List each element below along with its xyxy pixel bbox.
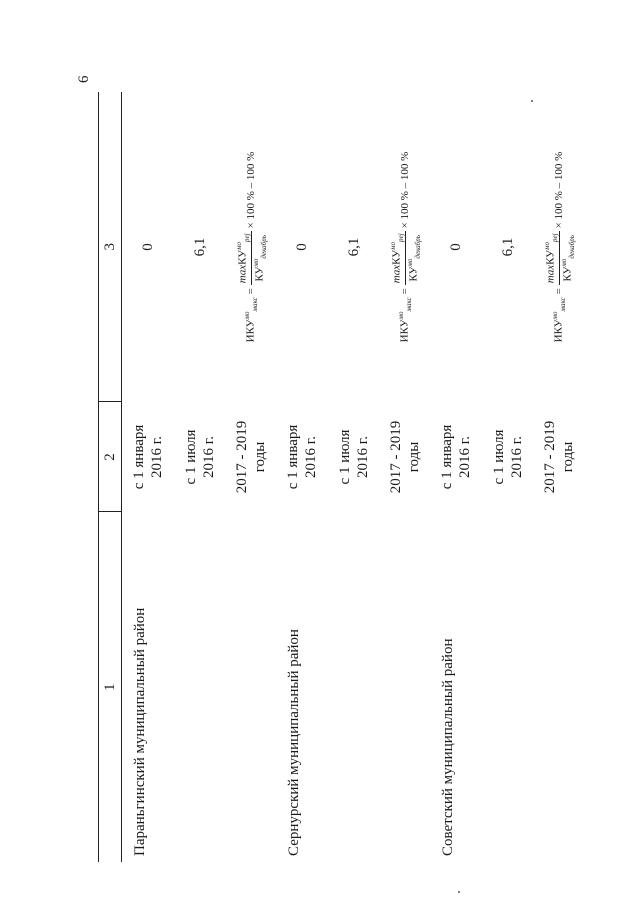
period-line: 2016 г. xyxy=(201,436,217,478)
formula-tail: × 100 % – 100 % xyxy=(399,151,411,229)
period-cell xyxy=(380,402,430,512)
rotated-sheet xyxy=(98,92,576,862)
index-formula xyxy=(235,152,268,343)
formula-numerator: maxКУ$^{мо}_{pej}$ xyxy=(388,233,405,284)
period-line: 2017 - 2019 xyxy=(542,420,558,494)
column-header-1: 1 xyxy=(99,512,122,862)
period-cell xyxy=(276,402,328,512)
value-cell: 0 xyxy=(293,243,310,251)
index-formula xyxy=(389,152,422,343)
period-cell xyxy=(174,402,226,512)
period-line: 2017 - 2019 xyxy=(388,420,404,494)
table-row xyxy=(122,92,175,862)
table-row xyxy=(276,92,328,862)
formula-fraction xyxy=(235,231,268,285)
period-line: 2016 г. xyxy=(303,436,319,478)
formula-denominator: $КУ^{мо}_{декабрь}$ xyxy=(559,235,576,282)
period-line: годы xyxy=(560,441,576,473)
period-line: годы xyxy=(252,441,268,473)
period-line: 2017 - 2019 xyxy=(234,420,250,494)
period-line: 2016 г. xyxy=(509,436,525,478)
index-formula xyxy=(543,152,576,343)
formula-fraction xyxy=(543,231,576,285)
period-cell xyxy=(226,402,276,512)
district-name: Параньгинский муниципальный район xyxy=(132,607,148,856)
period-cell xyxy=(534,402,584,512)
formula-fraction xyxy=(389,231,422,285)
formula-tail: × 100 % – 100 % xyxy=(245,151,257,229)
formula-lhs: $ИКУ^{мо}_{макс}$ xyxy=(397,297,413,343)
period-cell xyxy=(482,402,534,512)
formula-equals: = xyxy=(553,288,565,295)
formula-numerator: maxКУ$^{мо}_{pej}$ xyxy=(234,233,251,284)
value-cell: 6,1 xyxy=(345,237,362,257)
period-line: с 1 января xyxy=(439,424,455,490)
period-cell xyxy=(430,402,482,512)
period-line: 2016 г. xyxy=(355,436,371,478)
scan-speck xyxy=(458,891,460,893)
period-line: с 1 июля xyxy=(491,429,507,485)
table-row xyxy=(430,92,482,862)
value-cell: 6,1 xyxy=(191,237,208,257)
column-header-3: 3 xyxy=(99,92,122,402)
page-number: 6 xyxy=(76,75,92,83)
formula-cell xyxy=(380,92,430,402)
header-row xyxy=(99,92,122,862)
formula-numerator: maxКУ$^{мо}_{pej}$ xyxy=(542,233,559,284)
formula-equals: = xyxy=(399,288,411,295)
period-line: с 1 января xyxy=(131,424,147,490)
formula-lhs: $ИКУ^{мо}_{макс}$ xyxy=(243,297,259,343)
formula-tail: × 100 % – 100 % xyxy=(553,151,565,229)
formula-lhs: $ИКУ^{мо}_{макс}$ xyxy=(551,297,567,343)
formula-denominator: $КУ^{мо}_{декабрь}$ xyxy=(405,235,422,282)
period-cell xyxy=(328,402,380,512)
period-line: с 1 января xyxy=(285,424,301,490)
period-line: годы xyxy=(406,441,422,473)
period-cell xyxy=(122,402,175,512)
period-line: 2016 г. xyxy=(149,436,165,478)
formula-cell xyxy=(226,92,276,402)
table-body xyxy=(122,92,585,862)
value-cell: 0 xyxy=(139,243,156,251)
formula-cell xyxy=(534,92,584,402)
tariff-table xyxy=(98,92,584,862)
period-line: с 1 июля xyxy=(337,429,353,485)
column-header-2: 2 xyxy=(99,402,122,512)
period-line: 2016 г. xyxy=(457,436,473,478)
district-name: Сернурский муниципальный район xyxy=(286,629,302,856)
period-line: с 1 июля xyxy=(183,429,199,485)
district-name: Советский муниципальный район xyxy=(440,638,456,856)
formula-equals: = xyxy=(245,288,257,295)
formula-denominator: $КУ^{мо}_{декабрь}$ xyxy=(251,235,268,282)
value-cell: 0 xyxy=(447,243,464,251)
value-cell: 6,1 xyxy=(499,237,516,257)
